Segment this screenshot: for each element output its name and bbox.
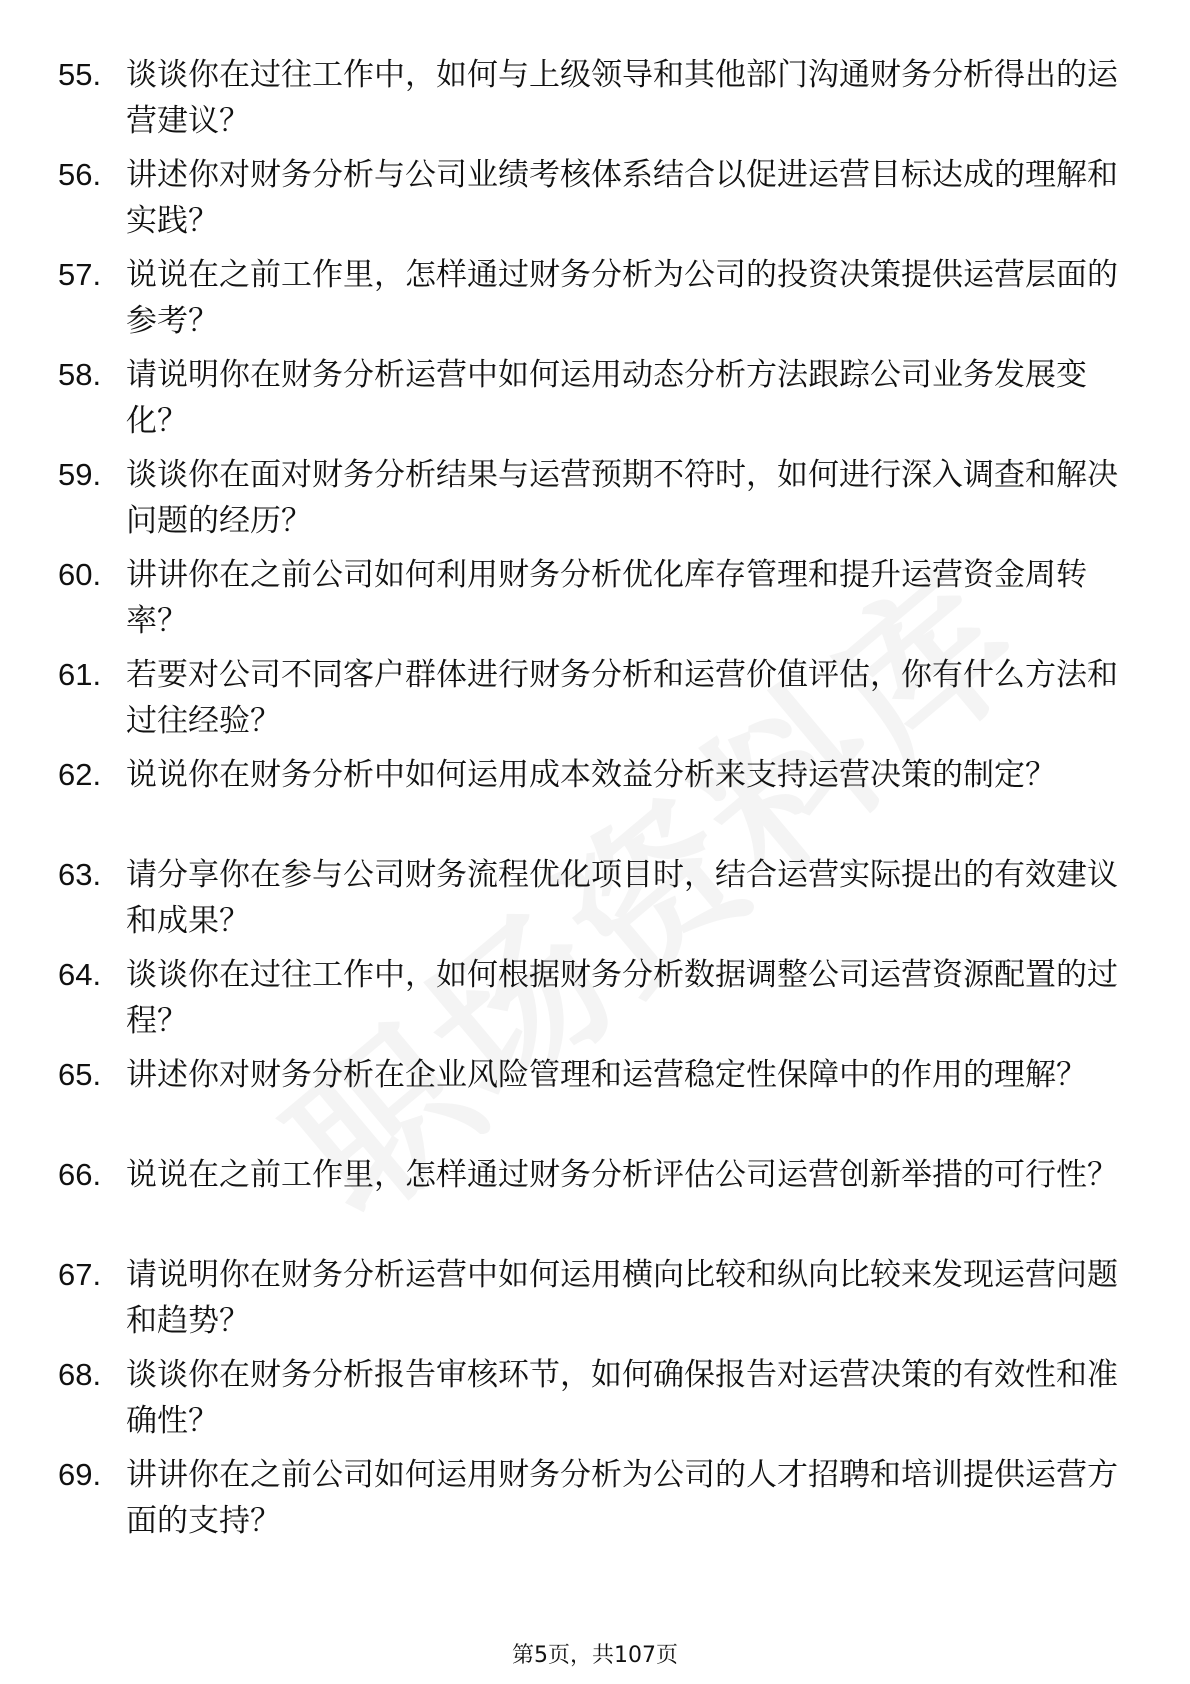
list-item — [58, 1152, 1118, 1252]
question-text: 讲述你对财务分析与公司业绩考核体系结合以促进运营目标达成的理解和实践？ — [126, 157, 1118, 239]
question-number: 67. — [58, 1257, 102, 1292]
question-number: 56. — [58, 157, 102, 192]
question-number: 69. — [58, 1457, 102, 1492]
question-text: 谈谈你在过往工作中，如何根据财务分析数据调整公司运营资源配置的过程？ — [126, 957, 1118, 1039]
page-number-footer: 第5页，共107页 — [512, 1643, 678, 1668]
question-text: 说说你在财务分析中如何运用成本效益分析来支持运营决策的制定？ — [126, 757, 1056, 793]
list-item — [58, 352, 1118, 452]
list-item — [58, 252, 1118, 352]
question-number: 61. — [58, 657, 102, 692]
question-text: 请说明你在财务分析运营中如何运用横向比较和纵向比较来发现运营问题和趋势？ — [126, 1257, 1118, 1339]
question-number: 60. — [58, 557, 102, 592]
question-text: 讲讲你在之前公司如何运用财务分析为公司的人才招聘和培训提供运营方面的支持？ — [126, 1457, 1118, 1539]
list-item — [58, 152, 1118, 252]
list-item — [58, 952, 1118, 1052]
question-text: 若要对公司不同客户群体进行财务分析和运营价值评估，你有什么方法和过往经验？ — [126, 657, 1118, 739]
list-item — [58, 52, 1118, 152]
question-text: 讲述你对财务分析在企业风险管理和运营稳定性保障中的作用的理解？ — [126, 1057, 1087, 1093]
list-item — [58, 1252, 1118, 1352]
list-item — [58, 1352, 1118, 1452]
list-item — [58, 752, 1118, 852]
question-text: 谈谈你在财务分析报告审核环节，如何确保报告对运营决策的有效性和准确性？ — [126, 1357, 1118, 1439]
question-number: 57. — [58, 257, 102, 292]
question-number: 63. — [58, 857, 102, 892]
list-item — [58, 652, 1118, 752]
question-number: 68. — [58, 1357, 102, 1392]
question-text: 说说在之前工作里，怎样通过财务分析评估公司运营创新举措的可行性？ — [126, 1157, 1118, 1193]
question-number: 65. — [58, 1057, 102, 1092]
question-text: 谈谈你在面对财务分析结果与运营预期不符时，如何进行深入调查和解决问题的经历？ — [126, 457, 1118, 539]
question-number: 55. — [58, 57, 102, 92]
list-item — [58, 452, 1118, 552]
question-text: 请说明你在财务分析运营中如何运用动态分析方法跟踪公司业务发展变化？ — [126, 357, 1087, 439]
question-text: 请分享你在参与公司财务流程优化项目时，结合运营实际提出的有效建议和成果？ — [126, 857, 1118, 939]
question-text: 说说在之前工作里，怎样通过财务分析为公司的投资决策提供运营层面的参考？ — [126, 257, 1118, 339]
list-item — [58, 552, 1118, 652]
question-text: 谈谈你在过往工作中，如何与上级领导和其他部门沟通财务分析得出的运营建议？ — [126, 57, 1118, 139]
question-number: 64. — [58, 957, 102, 992]
list-item — [58, 1452, 1118, 1552]
question-number: 66. — [58, 1157, 102, 1192]
question-number: 58. — [58, 357, 102, 392]
list-item — [58, 1052, 1118, 1152]
question-number: 59. — [58, 457, 102, 492]
question-text: 讲讲你在之前公司如何利用财务分析优化库存管理和提升运营资金周转率？ — [126, 557, 1087, 639]
question-list — [58, 52, 1118, 1552]
list-item — [58, 852, 1118, 952]
question-number: 62. — [58, 757, 102, 792]
